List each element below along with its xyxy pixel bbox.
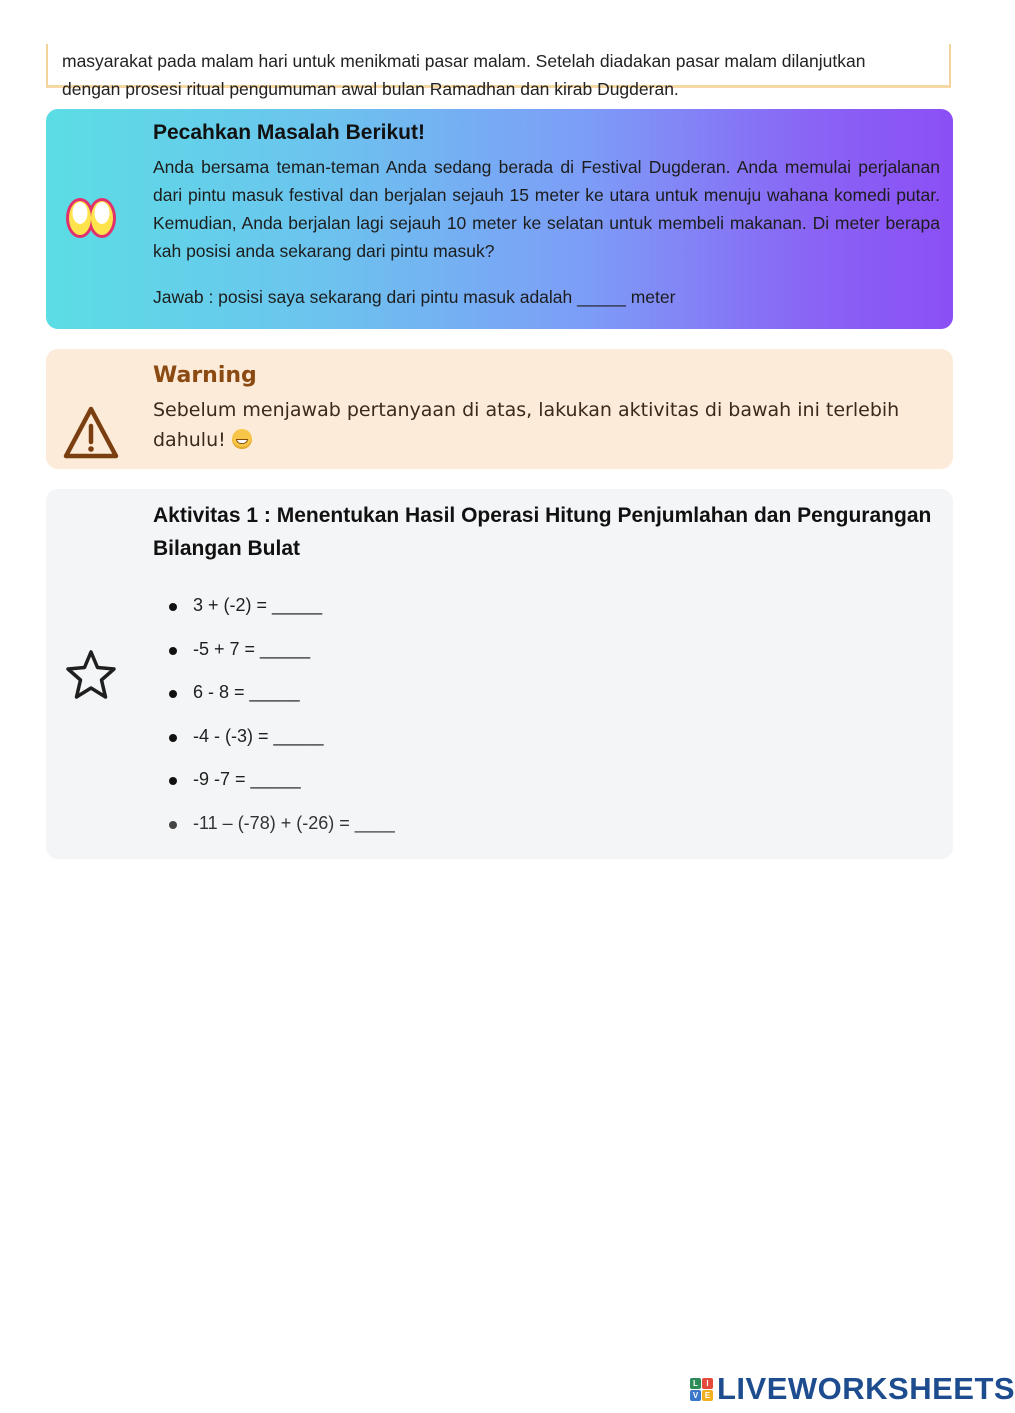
activity-title: Aktivitas 1 : Menentukan Hasil Operasi Hitung Penjumlahan dan Pengurangan Bilangan Bulat bbox=[153, 504, 932, 560]
star-icon bbox=[62, 647, 120, 705]
eyes-icon bbox=[62, 193, 120, 243]
logo-letter-l: L bbox=[690, 1378, 701, 1389]
warning-text: Sebelum menjawab pertanyaan di atas, lakukan aktivitas di bawah ini terlebih dahulu! bbox=[153, 399, 900, 451]
answer-prefix: Jawab : posisi saya sekarang dari pintu masuk adalah bbox=[153, 287, 573, 307]
exercise-list bbox=[166, 595, 395, 857]
intro-line-2: dengan prosesi ritual pengumuman awal bulan Ramadhan dan kirab Dugderan. bbox=[62, 79, 679, 99]
warning-triangle-icon bbox=[62, 404, 120, 462]
warning-title: Warning bbox=[153, 363, 257, 388]
exercise-item[interactable]: 3 + (-2) = _____ bbox=[166, 595, 395, 639]
logo-grid-icon bbox=[690, 1378, 713, 1401]
problem-text: Anda bersama teman-teman Anda sedang berada di Festival Dugderan. Anda memulai perjalanan dari pintu masuk festival dan berjalan sejauh 15 meter ke utara untuk menuju wahana komedi putar. Kemudian, Anda berjalan lagi sejauh 10 meter ke selatan untuk membeli makanan. Di meter berapa kah posisi anda sekarang dari pintu masuk? bbox=[153, 157, 940, 261]
intro-paragraph-box bbox=[46, 44, 951, 99]
answer-line bbox=[153, 287, 675, 308]
logo-letter-v: V bbox=[690, 1390, 701, 1401]
problem-card bbox=[46, 109, 953, 329]
answer-suffix: meter bbox=[630, 287, 676, 307]
exercise-item[interactable]: -9 -7 = _____ bbox=[166, 769, 395, 813]
liveworksheets-logo bbox=[690, 1372, 1015, 1406]
problem-title: Pecahkan Masalah Berikut! bbox=[153, 121, 425, 144]
exercise-item[interactable]: -11 – (-78) + (-26) = ____ bbox=[166, 813, 395, 857]
exercise-item[interactable]: 6 - 8 = _____ bbox=[166, 682, 395, 726]
grinning-face-emoji-icon bbox=[232, 429, 252, 449]
logo-wordmark: LIVEWORKSHEETS bbox=[717, 1371, 1015, 1406]
exercise-item[interactable]: -5 + 7 = _____ bbox=[166, 639, 395, 683]
warning-text-block bbox=[153, 395, 933, 455]
logo-letter-e: E bbox=[702, 1390, 713, 1401]
logo-letter-i: I bbox=[702, 1378, 713, 1389]
activity-card bbox=[46, 489, 953, 859]
warning-card bbox=[46, 349, 953, 469]
intro-line-1: masyarakat pada malam hari untuk menikmati pasar malam. Setelah diadakan pasar malam dilanjutkan bbox=[62, 51, 866, 71]
exercise-item[interactable]: -4 - (-3) = _____ bbox=[166, 726, 395, 770]
answer-blank[interactable]: _____ bbox=[577, 287, 626, 307]
intro-paragraph bbox=[48, 44, 949, 103]
